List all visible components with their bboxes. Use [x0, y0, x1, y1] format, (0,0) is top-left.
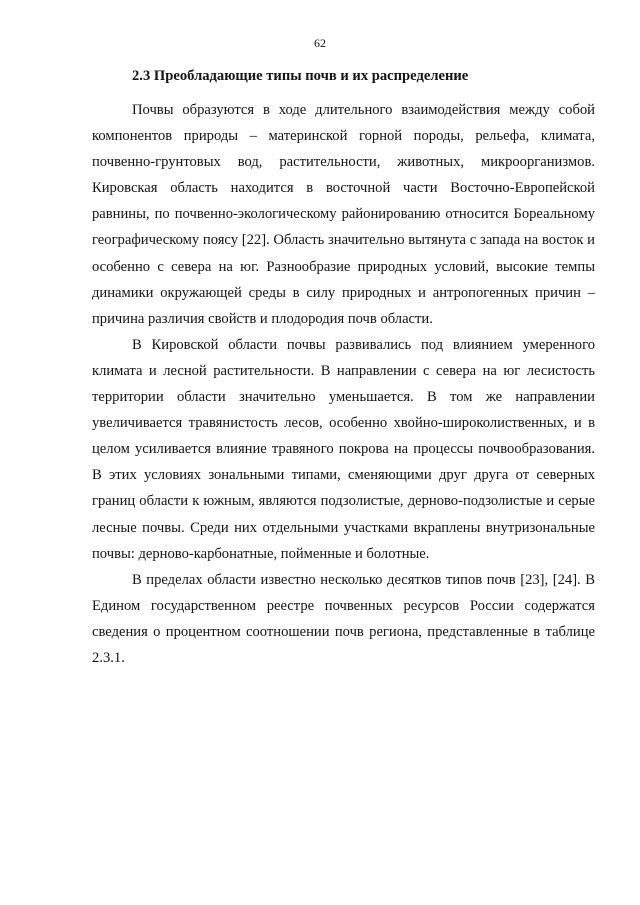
paragraph-1: Почвы образуются в ходе длительного взаимодействия между собой компонентов природы – материнской горной породы, рельефа, климата, почвенно-грунтовых вод, растительности, животных, микроорганизмов. Кировская область находится в восточной части Восточно-Европейской равнины, по почвенно-экологическому районированию относится Бореальному географическому поясу [22]. Область значительно вытянута с запада на восток и особенно с севера на юг. Разнообразие природных условий, высокие темпы динамики окружающей среды в силу природных и антропогенных причин – причина различия свойств и плодородия почв области.	[92, 102, 595, 327]
body-text	[92, 97, 595, 671]
section-heading: 2.3 Преобладающие типы почв и их распределение	[132, 68, 469, 84]
paragraph-3: В пределах области известно несколько десятков типов почв [23], [24]. В Едином государственном реестре почвенных ресурсов России содержатся сведения о процентном соотношении почв региона, представленные в таблице 2.3.1.	[92, 571, 595, 666]
paragraph-2: В Кировской области почвы развивались под влиянием умеренного климата и лесной растительности. В направлении с севера на юг лесистость территории области значительно уменьшается. В том же направлении увеличивается травянистость лесов, особенно хвойно-широколиственных, и в целом усиливается влияние травяного покрова на процессы почвообразования. В этих условиях зональными типами, сменяющими друг друга от северных границ области к южным, являются подзолистые, дерново-подзолистые и серые лесные почвы. Среди них отдельными участками вкраплены внутризональные почвы: дерново-карбонатные, пойменные и болотные.	[92, 336, 595, 562]
page-number: 62	[314, 36, 326, 50]
